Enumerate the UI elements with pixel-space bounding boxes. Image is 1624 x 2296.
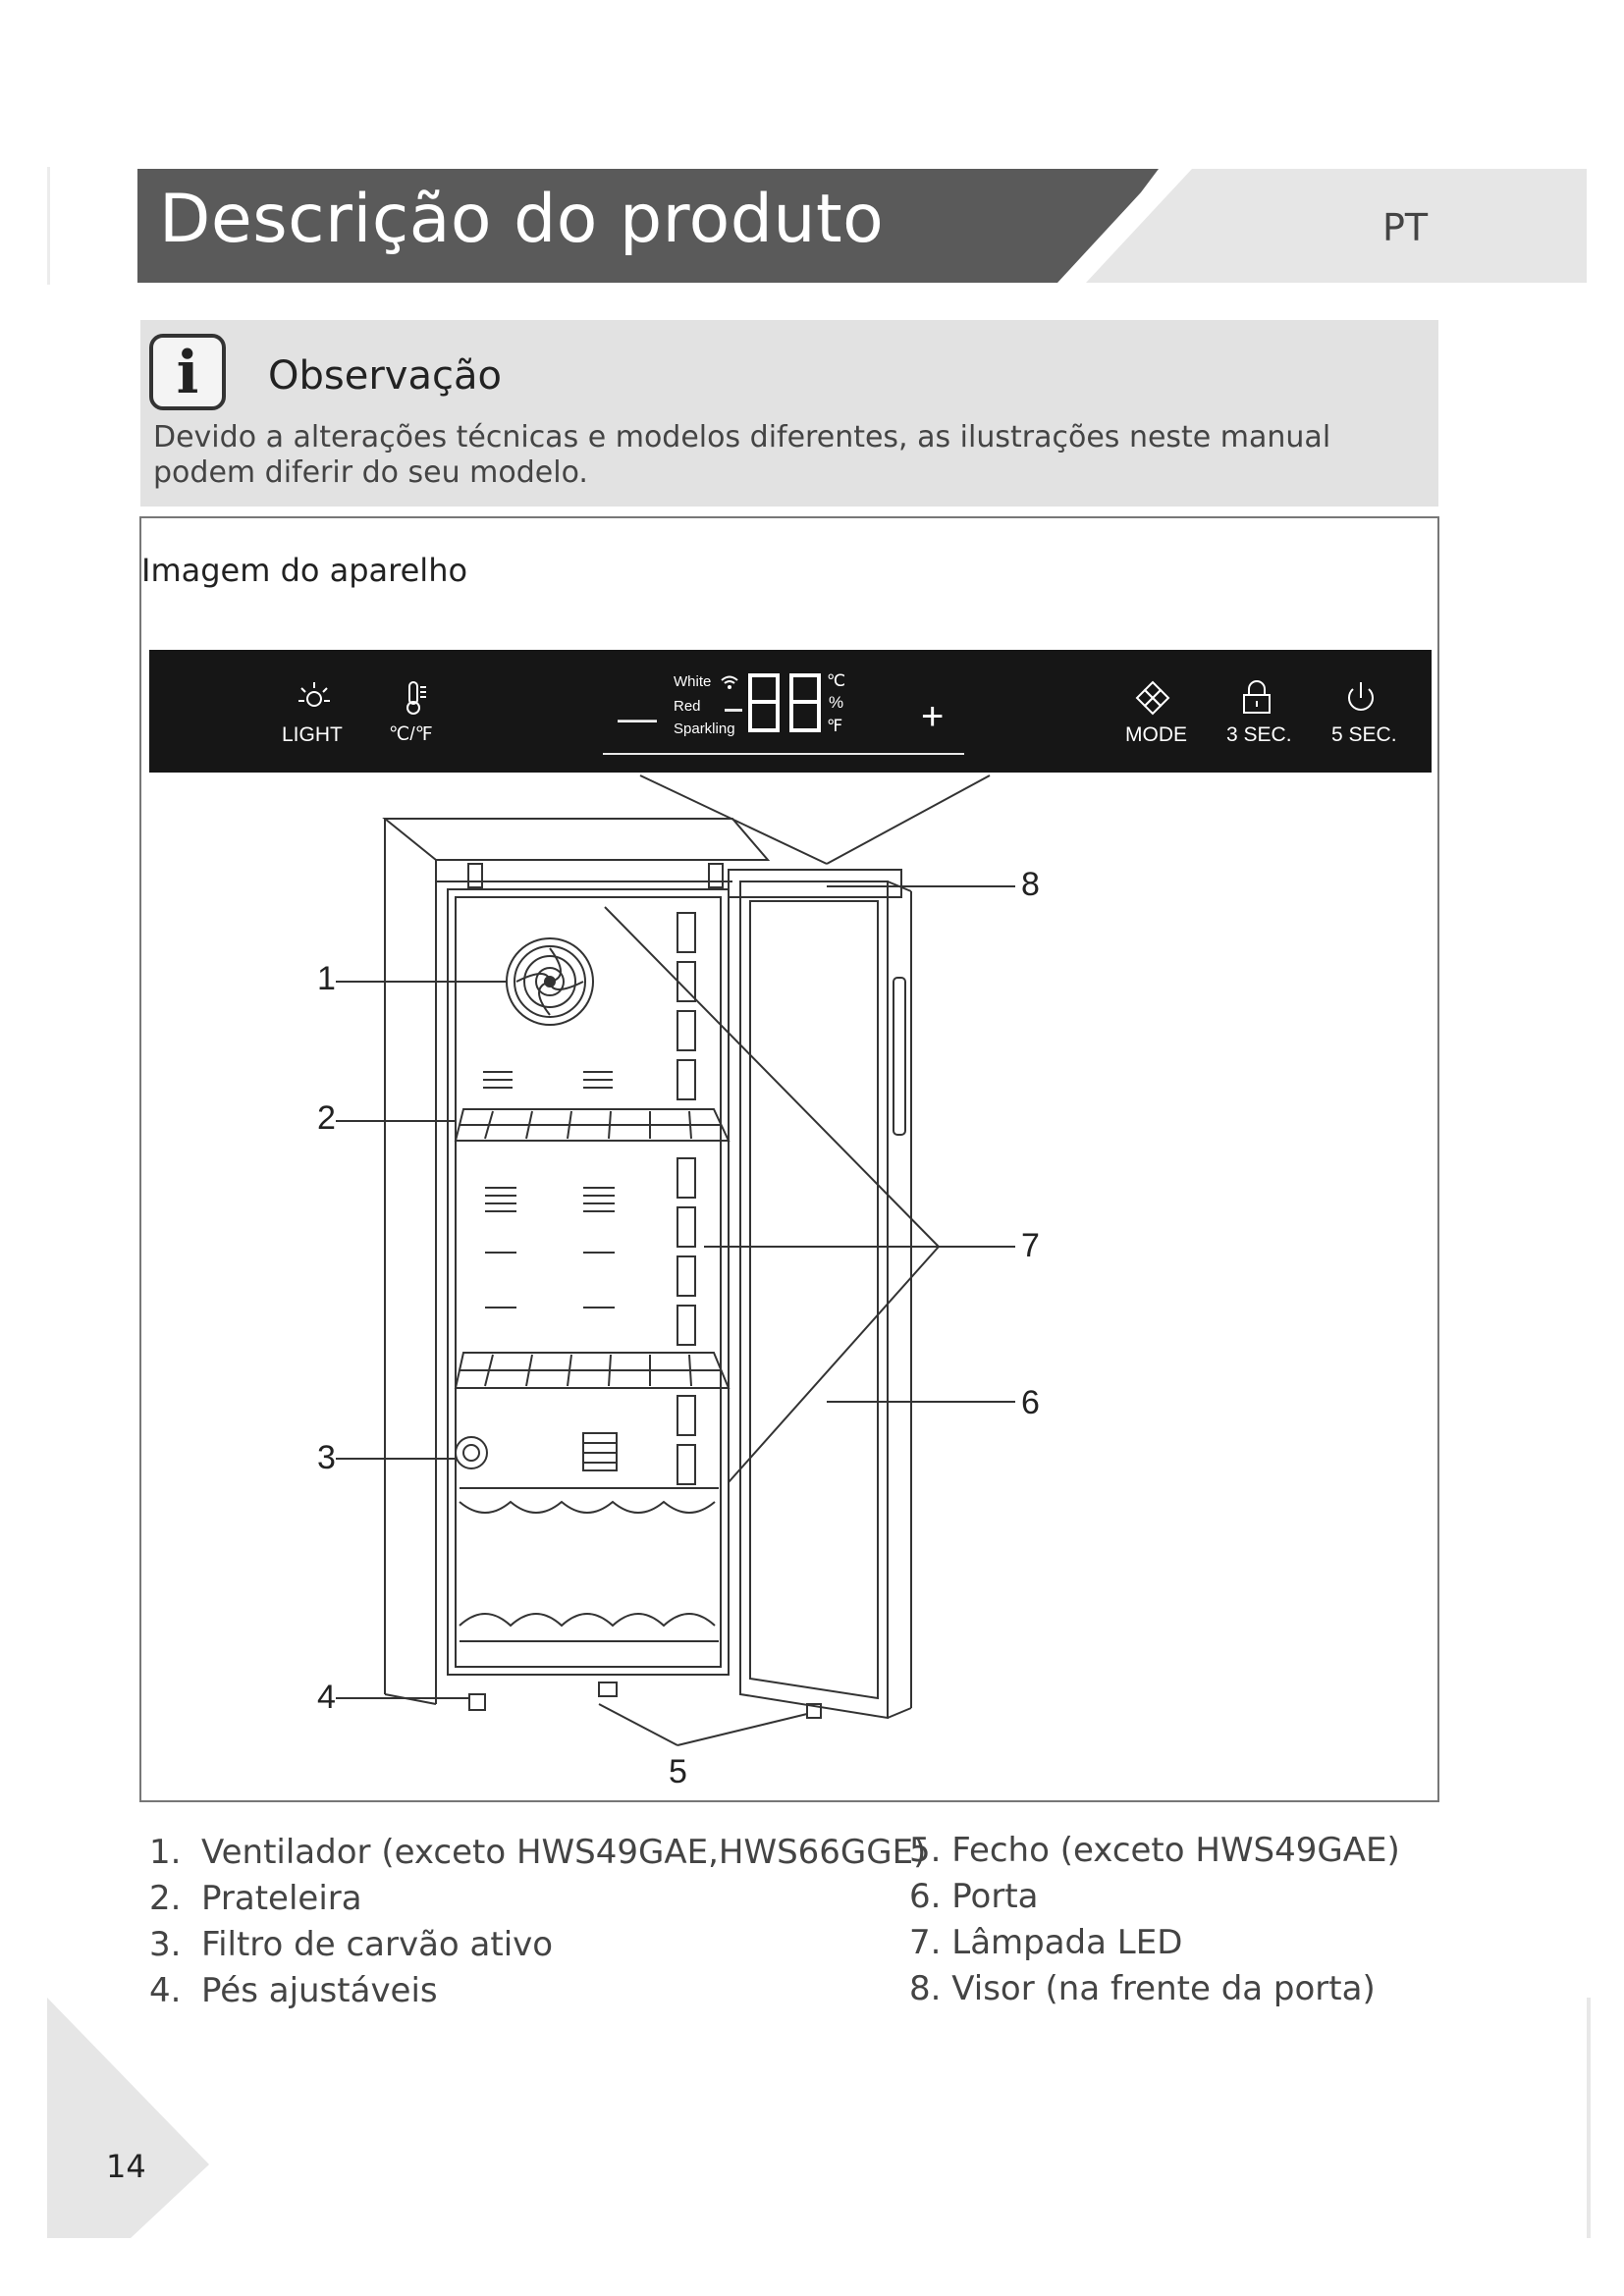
legend-item: 8. Visor (na frente da porta) (909, 1969, 1376, 2008)
power-label: 5 SEC. (1331, 723, 1397, 746)
page-edge-right (1587, 1998, 1591, 2238)
unit-percent-label: % (829, 693, 844, 712)
legend-num: 3. (149, 1925, 182, 1964)
note-text: Devido a alterações técnicas e modelos diferentes, as ilustrações neste manual podem diferir do seu modelo. (153, 420, 1331, 490)
callout-5: 5 (669, 1753, 687, 1790)
plus-button-label: + (921, 695, 945, 738)
unit-c-label: ℃ (827, 671, 846, 690)
minus-button-label: — (618, 697, 657, 740)
legend-num: 1. (149, 1833, 182, 1872)
mode-red-label: Red (674, 698, 701, 715)
legend-item (149, 1876, 926, 1922)
legend-item (149, 1922, 926, 1968)
figure-title: Imagem do aparelho (141, 552, 468, 589)
page-edge-left (47, 167, 50, 285)
page-number-tab (47, 1998, 214, 2238)
callout-4: 4 (317, 1679, 336, 1716)
unit-f-label: ℉ (827, 717, 843, 735)
legend-text: Filtro de carvão ativo (201, 1925, 554, 1964)
legend-item: 7. Lâmpada LED (909, 1923, 1183, 1962)
note-title: Observação (268, 353, 502, 399)
legend-item (149, 1830, 926, 1876)
callout-7: 7 (1021, 1227, 1040, 1264)
legend-left (149, 1830, 926, 2014)
callout-6: 6 (1021, 1384, 1040, 1421)
legend-item (149, 1968, 926, 2014)
legend-item: 6. Porta (909, 1877, 1039, 1916)
legend-item: 5. Fecho (exceto HWS49GAE) (909, 1831, 1400, 1870)
callout-8: 8 (1021, 866, 1040, 903)
legend-text: Prateleira (201, 1879, 362, 1918)
page-number: 14 (106, 2148, 146, 2185)
legend-num: 4. (149, 1971, 182, 2010)
info-icon: i (149, 334, 226, 410)
lock-label: 3 SEC. (1226, 723, 1292, 746)
light-label: LIGHT (282, 723, 343, 746)
language-label: PT (1382, 206, 1429, 249)
mode-sparkling-label: Sparkling (674, 721, 735, 737)
legend-right (909, 1828, 1400, 2012)
legend-num: 2. (149, 1879, 182, 1918)
language-banner (1086, 169, 1587, 283)
legend-text: Ventilador (exceto HWS49GAE,HWS66GGE) (201, 1833, 927, 1872)
wine-cooler-illustration (139, 516, 1439, 1802)
legend-text: Pés ajustáveis (201, 1971, 438, 2010)
callout-1: 1 (317, 960, 336, 997)
mode-label: MODE (1125, 723, 1187, 746)
mode-white-label: White (674, 673, 712, 690)
page-title: Descrição do produto (159, 181, 885, 258)
callout-3: 3 (317, 1439, 336, 1476)
callout-2: 2 (317, 1099, 336, 1137)
unit-label: ℃/℉ (389, 724, 433, 745)
